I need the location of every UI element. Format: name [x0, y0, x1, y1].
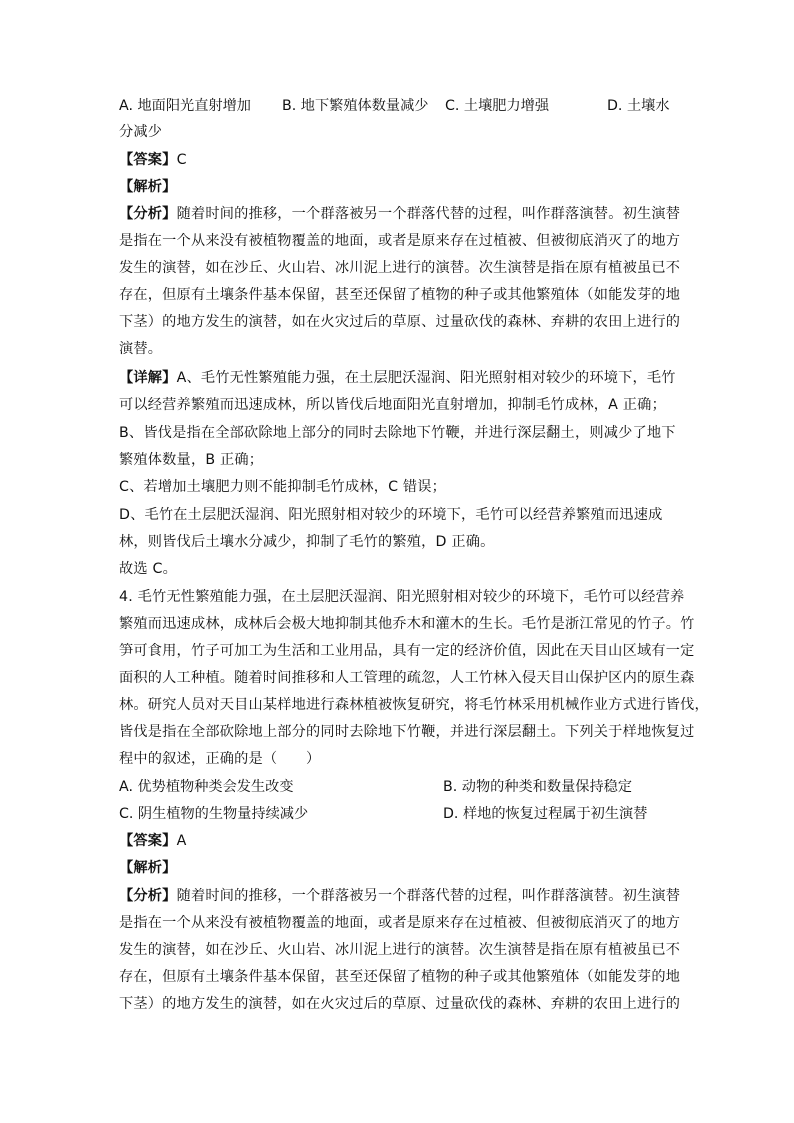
q3-fenxi-line — [119, 204, 680, 224]
answer-value: A — [176, 833, 187, 849]
answer-value: C — [176, 152, 187, 168]
q3-fenxi-line: 发生的演替，如在沙丘、火山岩、冰川泥上进行的演替。次生演替是指在原有植被虽已不 — [119, 260, 681, 276]
q4-option-a: A. 优势植物种类会发生改变 — [119, 779, 294, 795]
fenxi-text: 随着时间的推移，一个群落被另一个群落代替的过程，叫作群落演替。初生演替 — [176, 888, 681, 904]
q4-stem-line: 面积的人工种植。随着时间推移和人工管理的疏忽，人工竹林入侵天目山保护区内的原生森 — [119, 670, 695, 686]
q3-option-b: B. 地下繁殖体数量减少 — [282, 98, 429, 114]
answer-tag: 【答案】 — [119, 833, 177, 849]
q3-xiangjie-line: C、若增加土壤肥力则不能抑制毛竹成林，C 错误； — [119, 479, 447, 495]
q3-xiangjie-line: D、毛竹在土层肥沃湿润、阳光照射相对较少的环境下，毛竹可以经营养繁殖而迅速成 — [119, 507, 663, 523]
q3-option-d-continued: 分减少 — [119, 124, 163, 140]
q3-fenxi-line: 存在，但原有土壤条件基本保留，甚至还保留了植物的种子或其他繁殖体（如能发芽的地 — [119, 287, 681, 303]
q3-analysis-label: 【解析】 — [119, 179, 177, 195]
q3-xiangjie-line: 可以经营养繁殖而迅速成林，所以皆伐后地面阳光直射增加，抑制毛竹成林，A 正确； — [119, 397, 666, 413]
fenxi-tag: 【分析】 — [119, 888, 177, 904]
q4-option-c: C. 阴生植物的生物量持续减少 — [119, 806, 309, 822]
xiangjie-text: A、毛竹无性繁殖能力强，在土层肥沃湿润、阳光照射相对较少的环境下，毛竹 — [176, 370, 676, 386]
q4-option-b: B. 动物的种类和数量保持稳定 — [443, 779, 633, 795]
q3-fenxi-line: 是指在一个从来没有被植物覆盖的地面，或者是原来存在过植被、但被彻底消灭了的地方 — [119, 233, 681, 249]
q4-fenxi-line: 存在，但原有土壤条件基本保留，甚至还保留了植物的种子或其他繁殖体（如能发芽的地 — [119, 969, 681, 985]
q3-fenxi-line: 演替。 — [119, 341, 163, 357]
q3-xiangjie-line: 林，则皆伐后土壤水分减少，抑制了毛竹的繁殖，D 正确。 — [119, 534, 495, 550]
q4-stem-line: 程中的叙述，正确的是（ ） — [119, 751, 321, 767]
xiangjie-tag: 【详解】 — [119, 370, 177, 386]
q4-stem-line: 林。研究人员对天目山某样地进行森林植被恢复研究，将毛竹林采用机械作业方式进行皆伐， — [119, 697, 709, 713]
q4-stem-line: 皆伐是指在全部砍除地上部分的同时去除地下竹鞭，并进行深层翻土。下列关于样地恢复过 — [119, 724, 695, 740]
q3-answer — [119, 150, 187, 170]
q4-stem-line: 笋可食用，竹子可加工为生活和工业用品，具有一定的经济价值，因此在天目山区域有一定 — [119, 643, 695, 659]
q4-fenxi-line: 是指在一个从来没有被植物覆盖的地面，或者是原来存在过植被、但被彻底消灭了的地方 — [119, 915, 681, 931]
q3-xiangjie-line: B、皆伐是指在全部砍除地上部分的同时去除地下竹鞭，并进行深层翻土，则减少了地下 — [119, 425, 676, 441]
q3-xiangjie-line: 繁殖体数量，B 正确； — [119, 452, 264, 468]
fenxi-text: 随着时间的推移，一个群落被另一个群落代替的过程，叫作群落演替。初生演替 — [176, 206, 681, 222]
q3-xiangjie-line — [119, 368, 676, 388]
fenxi-tag: 【分析】 — [119, 206, 177, 222]
q3-fenxi-line: 下茎）的地方发生的演替，如在火灾过后的草原、过量砍伐的森林、弃耕的农田上进行的 — [119, 314, 681, 330]
q4-analysis-label: 【解析】 — [119, 860, 177, 876]
answer-tag: 【答案】 — [119, 152, 177, 168]
q4-answer — [119, 831, 186, 851]
q3-option-d: D. 土壤水 — [607, 98, 670, 114]
q3-conclusion: 故选 C。 — [119, 561, 177, 577]
q3-option-c: C. 土壤肥力增强 — [445, 98, 550, 114]
q4-fenxi-line — [119, 886, 680, 906]
q4-option-d: D. 样地的恢复过程属于初生演替 — [443, 806, 648, 822]
q4-stem-line: 繁殖而迅速成林，成林后会极大地抑制其他乔木和灌木的生长。毛竹是浙江常见的竹子。竹 — [119, 616, 695, 632]
q4-stem-line: 4. 毛竹无性繁殖能力强，在土层肥沃湿润、阳光照射相对较少的环境下，毛竹可以经营养 — [119, 589, 685, 605]
q3-option-a: A. 地面阳光直射增加 — [119, 98, 251, 114]
q4-fenxi-line: 发生的演替，如在沙丘、火山岩、冰川泥上进行的演替。次生演替是指在原有植被虽已不 — [119, 942, 681, 958]
q4-fenxi-line: 下茎）的地方发生的演替，如在火灾过后的草原、过量砍伐的森林、弃耕的农田上进行的 — [119, 996, 681, 1012]
